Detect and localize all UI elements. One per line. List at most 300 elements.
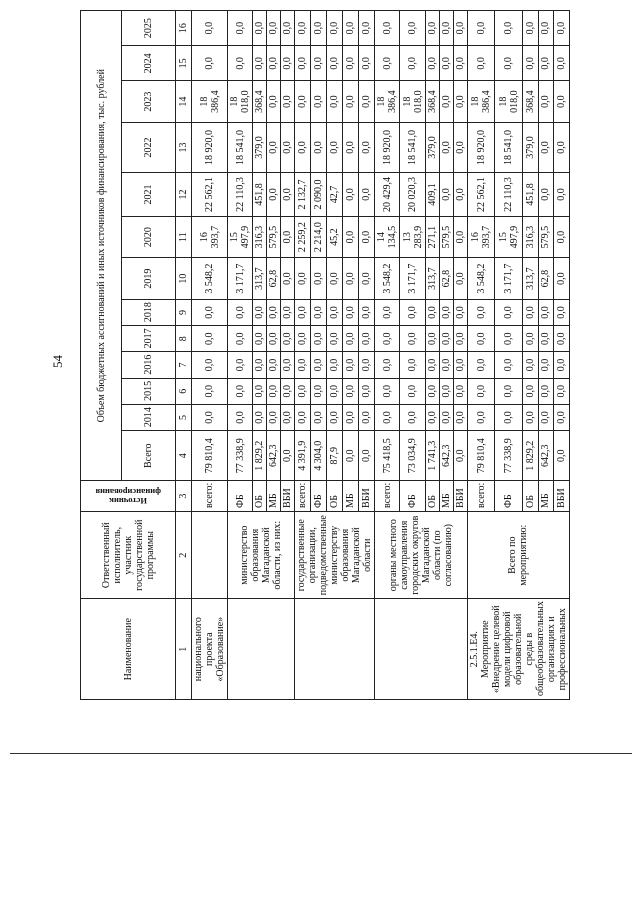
value-cell: 0,0 <box>343 431 359 481</box>
rotated-table-container <box>80 10 567 700</box>
value-cell: 451,8 <box>253 173 267 217</box>
value-cell: 0,0 <box>538 404 554 430</box>
value-cell: 62,8 <box>267 258 281 300</box>
row-source: ВБИ <box>453 481 467 512</box>
value-cell: 0,0 <box>439 352 453 378</box>
value-cell: 2 090,0 <box>311 173 327 217</box>
value-cell: 0,0 <box>267 378 281 404</box>
value-cell: 2 214,0 <box>311 216 327 258</box>
value-cell: 0,0 <box>253 46 267 81</box>
value-cell: 0,0 <box>295 352 311 378</box>
value-cell: 0,0 <box>228 378 253 404</box>
value-cell: 0,0 <box>439 122 453 172</box>
row-responsible: Всего по мероприятию: <box>467 511 569 598</box>
row-source: всего: <box>375 481 400 512</box>
row-responsible: органы местного самоуправления городских округов Магаданской области (по согласованию) <box>375 511 467 598</box>
value-cell: 16 393,7 <box>467 216 495 258</box>
value-cell: 0,0 <box>311 46 327 81</box>
value-cell: 0,0 <box>359 258 375 300</box>
value-cell: 0,0 <box>439 173 453 217</box>
financing-table <box>80 10 570 700</box>
value-cell: 0,0 <box>343 46 359 81</box>
value-cell: 0,0 <box>375 352 400 378</box>
value-cell: 0,0 <box>343 378 359 404</box>
value-cell: 0,0 <box>311 299 327 325</box>
value-cell: 0,0 <box>453 122 467 172</box>
value-cell: 0,0 <box>467 326 495 352</box>
table-row <box>192 11 228 700</box>
row-source: всего: <box>192 481 228 512</box>
value-cell: 0,0 <box>267 173 281 217</box>
value-cell: 0,0 <box>327 378 343 404</box>
value-cell: 0,0 <box>267 81 281 123</box>
value-cell: 18 541,0 <box>228 122 253 172</box>
value-cell: 0,0 <box>538 326 554 352</box>
column-number: 5 <box>176 404 192 430</box>
header-year: 2015 <box>122 378 176 404</box>
value-cell: 368,4 <box>253 81 267 123</box>
header-year: 2014 <box>122 404 176 430</box>
value-cell: 313,7 <box>523 258 539 300</box>
value-cell: 0,0 <box>311 11 327 46</box>
row-source: МБ <box>538 481 554 512</box>
column-number: 13 <box>176 122 192 172</box>
value-cell: 0,0 <box>253 404 267 430</box>
value-cell: 0,0 <box>253 352 267 378</box>
column-number: 9 <box>176 299 192 325</box>
value-cell: 0,0 <box>467 352 495 378</box>
value-cell: 0,0 <box>453 81 467 123</box>
row-source: ФБ <box>228 481 253 512</box>
value-cell: 0,0 <box>359 46 375 81</box>
value-cell: 579,5 <box>439 216 453 258</box>
value-cell: 0,0 <box>439 326 453 352</box>
value-cell: 0,0 <box>453 431 467 481</box>
column-number: 10 <box>176 258 192 300</box>
value-cell: 0,0 <box>453 299 467 325</box>
value-cell: 316,3 <box>523 216 539 258</box>
value-cell: 0,0 <box>359 173 375 217</box>
value-cell: 18 018,0 <box>400 81 425 123</box>
value-cell: 0,0 <box>554 352 570 378</box>
value-cell: 0,0 <box>425 352 439 378</box>
value-cell: 22 110,3 <box>228 173 253 217</box>
header-volume-title: Объем бюджетных ассигнований и иных источников финансирования, тыс. рублей <box>81 11 122 481</box>
value-cell: 0,0 <box>327 46 343 81</box>
row-source: ФБ <box>311 481 327 512</box>
value-cell: 62,8 <box>538 258 554 300</box>
value-cell: 0,0 <box>375 299 400 325</box>
value-cell: 0,0 <box>400 326 425 352</box>
value-cell: 379,0 <box>253 122 267 172</box>
row-name <box>375 599 467 700</box>
value-cell: 0,0 <box>400 404 425 430</box>
value-cell: 0,0 <box>228 326 253 352</box>
value-cell: 79 810,4 <box>467 431 495 481</box>
value-cell: 0,0 <box>400 378 425 404</box>
value-cell: 0,0 <box>281 404 295 430</box>
value-cell: 0,0 <box>295 258 311 300</box>
value-cell: 313,7 <box>253 258 267 300</box>
page-number: 54 <box>50 355 65 368</box>
value-cell: 0,0 <box>538 122 554 172</box>
value-cell: 18 386,4 <box>467 81 495 123</box>
value-cell: 0,0 <box>359 431 375 481</box>
value-cell: 0,0 <box>554 326 570 352</box>
value-cell: 0,0 <box>554 81 570 123</box>
value-cell: 0,0 <box>343 81 359 123</box>
value-cell: 0,0 <box>192 378 228 404</box>
value-cell: 0,0 <box>467 46 495 81</box>
value-cell: 0,0 <box>281 216 295 258</box>
value-cell: 0,0 <box>343 122 359 172</box>
value-cell: 0,0 <box>359 404 375 430</box>
value-cell: 0,0 <box>311 326 327 352</box>
value-cell: 0,0 <box>281 352 295 378</box>
value-cell: 22 110,3 <box>495 173 523 217</box>
row-source: МБ <box>267 481 281 512</box>
header-year: 2022 <box>122 122 176 172</box>
value-cell: 0,0 <box>538 46 554 81</box>
value-cell: 0,0 <box>495 299 523 325</box>
row-source: МБ <box>439 481 453 512</box>
table-row <box>467 11 495 700</box>
header-total: Всего <box>122 431 176 481</box>
value-cell: 0,0 <box>425 11 439 46</box>
value-cell: 451,8 <box>523 173 539 217</box>
value-cell: 0,0 <box>554 404 570 430</box>
header-source-text: Источник финансирования <box>95 487 161 507</box>
value-cell: 0,0 <box>295 81 311 123</box>
header-year: 2019 <box>122 258 176 300</box>
value-cell: 0,0 <box>400 46 425 81</box>
row-name: национального проекта «Образование» <box>192 599 228 700</box>
value-cell: 0,0 <box>554 46 570 81</box>
value-cell: 0,0 <box>495 378 523 404</box>
value-cell: 4 304,0 <box>311 431 327 481</box>
value-cell: 0,0 <box>192 352 228 378</box>
column-number: 3 <box>176 481 192 512</box>
value-cell: 0,0 <box>228 46 253 81</box>
value-cell: 87,9 <box>327 431 343 481</box>
value-cell: 0,0 <box>281 46 295 81</box>
value-cell: 379,0 <box>425 122 439 172</box>
value-cell: 0,0 <box>359 11 375 46</box>
value-cell: 0,0 <box>439 81 453 123</box>
row-name <box>295 599 375 700</box>
value-cell: 0,0 <box>192 404 228 430</box>
row-source: ОБ <box>425 481 439 512</box>
value-cell: 45,2 <box>327 216 343 258</box>
value-cell: 0,0 <box>343 11 359 46</box>
value-cell: 0,0 <box>343 326 359 352</box>
value-cell: 0,0 <box>375 404 400 430</box>
value-cell: 0,0 <box>538 299 554 325</box>
value-cell: 409,1 <box>425 173 439 217</box>
value-cell: 20 429,4 <box>375 173 400 217</box>
value-cell: 0,0 <box>359 216 375 258</box>
value-cell: 0,0 <box>327 299 343 325</box>
table-header <box>81 11 192 700</box>
value-cell: 0,0 <box>453 352 467 378</box>
value-cell: 0,0 <box>467 299 495 325</box>
column-number: 15 <box>176 46 192 81</box>
value-cell: 18 386,4 <box>375 81 400 123</box>
value-cell: 0,0 <box>295 299 311 325</box>
value-cell: 18 018,0 <box>228 81 253 123</box>
value-cell: 0,0 <box>253 299 267 325</box>
row-responsible: государственные организации, подведомственные министерству образования Магаданской области <box>295 511 375 598</box>
row-responsible <box>192 511 228 598</box>
value-cell: 0,0 <box>523 11 539 46</box>
header-year: 2021 <box>122 173 176 217</box>
value-cell: 0,0 <box>453 258 467 300</box>
value-cell: 77 338,9 <box>228 431 253 481</box>
value-cell: 20 020,3 <box>400 173 425 217</box>
value-cell: 0,0 <box>267 122 281 172</box>
row-source: МБ <box>343 481 359 512</box>
value-cell: 0,0 <box>453 378 467 404</box>
value-cell: 0,0 <box>267 11 281 46</box>
value-cell: 18 541,0 <box>495 122 523 172</box>
row-source: ВБИ <box>281 481 295 512</box>
value-cell: 0,0 <box>554 216 570 258</box>
value-cell: 0,0 <box>375 326 400 352</box>
value-cell: 73 034,9 <box>400 431 425 481</box>
value-cell: 0,0 <box>453 216 467 258</box>
value-cell: 0,0 <box>467 404 495 430</box>
value-cell: 22 562,1 <box>192 173 228 217</box>
value-cell: 42,7 <box>327 173 343 217</box>
value-cell: 3 171,7 <box>400 258 425 300</box>
value-cell: 0,0 <box>311 81 327 123</box>
value-cell: 0,0 <box>495 352 523 378</box>
value-cell: 0,0 <box>267 46 281 81</box>
value-cell: 0,0 <box>523 378 539 404</box>
value-cell: 77 338,9 <box>495 431 523 481</box>
value-cell: 0,0 <box>228 11 253 46</box>
value-cell: 3 548,2 <box>467 258 495 300</box>
value-cell: 0,0 <box>192 11 228 46</box>
value-cell: 0,0 <box>281 173 295 217</box>
table-row <box>375 11 400 700</box>
column-number-row <box>176 11 192 700</box>
value-cell: 0,0 <box>453 404 467 430</box>
value-cell: 62,8 <box>439 258 453 300</box>
value-cell: 0,0 <box>327 404 343 430</box>
value-cell: 0,0 <box>311 378 327 404</box>
value-cell: 579,5 <box>538 216 554 258</box>
value-cell: 0,0 <box>554 299 570 325</box>
value-cell: 0,0 <box>311 352 327 378</box>
header-responsible: Ответственный исполнитель, участник государственной программы <box>81 511 176 598</box>
value-cell: 0,0 <box>295 11 311 46</box>
header-year: 2018 <box>122 299 176 325</box>
value-cell: 18 018,0 <box>495 81 523 123</box>
column-number: 12 <box>176 173 192 217</box>
row-source: ФБ <box>400 481 425 512</box>
value-cell: 0,0 <box>253 326 267 352</box>
value-cell: 0,0 <box>375 11 400 46</box>
value-cell: 0,0 <box>375 46 400 81</box>
value-cell: 0,0 <box>523 46 539 81</box>
header-year: 2024 <box>122 46 176 81</box>
value-cell: 0,0 <box>281 378 295 404</box>
value-cell: 0,0 <box>327 11 343 46</box>
value-cell: 0,0 <box>281 81 295 123</box>
value-cell: 0,0 <box>439 46 453 81</box>
header-year: 2025 <box>122 11 176 46</box>
column-number: 11 <box>176 216 192 258</box>
value-cell: 642,3 <box>538 431 554 481</box>
value-cell: 3 548,2 <box>375 258 400 300</box>
value-cell: 3 171,7 <box>495 258 523 300</box>
row-source: ОБ <box>327 481 343 512</box>
value-cell: 0,0 <box>400 11 425 46</box>
row-source: всего: <box>295 481 311 512</box>
value-cell: 1 741,3 <box>425 431 439 481</box>
value-cell: 18 386,4 <box>192 81 228 123</box>
value-cell: 0,0 <box>538 352 554 378</box>
value-cell: 0,0 <box>192 326 228 352</box>
value-cell: 0,0 <box>267 326 281 352</box>
value-cell: 0,0 <box>425 46 439 81</box>
row-source: ВБИ <box>359 481 375 512</box>
row-source: ОБ <box>253 481 267 512</box>
column-number: 6 <box>176 378 192 404</box>
value-cell: 0,0 <box>467 378 495 404</box>
value-cell: 4 391,9 <box>295 431 311 481</box>
column-number: 4 <box>176 431 192 481</box>
header-year: 2016 <box>122 352 176 378</box>
value-cell: 0,0 <box>425 326 439 352</box>
value-cell: 14 134,5 <box>375 216 400 258</box>
value-cell: 0,0 <box>439 378 453 404</box>
value-cell: 0,0 <box>228 352 253 378</box>
value-cell: 0,0 <box>311 122 327 172</box>
value-cell: 0,0 <box>343 404 359 430</box>
row-source: ФБ <box>495 481 523 512</box>
value-cell: 13 283,9 <box>400 216 425 258</box>
value-cell: 0,0 <box>281 299 295 325</box>
value-cell: 0,0 <box>439 299 453 325</box>
value-cell: 368,4 <box>523 81 539 123</box>
value-cell: 18 920,0 <box>192 122 228 172</box>
table-row <box>295 11 311 700</box>
value-cell: 0,0 <box>400 299 425 325</box>
value-cell: 15 497,9 <box>495 216 523 258</box>
value-cell: 0,0 <box>538 81 554 123</box>
row-source: ОБ <box>523 481 539 512</box>
value-cell: 0,0 <box>453 11 467 46</box>
value-cell: 0,0 <box>523 299 539 325</box>
value-cell: 0,0 <box>554 11 570 46</box>
value-cell: 0,0 <box>453 326 467 352</box>
value-cell: 1 829,2 <box>523 431 539 481</box>
value-cell: 0,0 <box>253 11 267 46</box>
value-cell: 0,0 <box>523 404 539 430</box>
value-cell: 16 393,7 <box>192 216 228 258</box>
value-cell: 313,7 <box>425 258 439 300</box>
value-cell: 1 829,2 <box>253 431 267 481</box>
value-cell: 0,0 <box>495 404 523 430</box>
row-name <box>228 599 295 700</box>
value-cell: 15 497,9 <box>228 216 253 258</box>
value-cell: 0,0 <box>192 46 228 81</box>
column-number: 14 <box>176 81 192 123</box>
value-cell: 18 541,0 <box>400 122 425 172</box>
value-cell: 0,0 <box>327 258 343 300</box>
value-cell: 0,0 <box>375 378 400 404</box>
column-number: 16 <box>176 11 192 46</box>
table-row <box>228 11 253 700</box>
column-number: 2 <box>176 511 192 598</box>
value-cell: 75 418,5 <box>375 431 400 481</box>
value-cell: 0,0 <box>359 299 375 325</box>
header-year: 2023 <box>122 81 176 123</box>
value-cell: 0,0 <box>495 46 523 81</box>
header-source <box>81 481 176 512</box>
value-cell: 3 171,7 <box>228 258 253 300</box>
header-year: 2020 <box>122 216 176 258</box>
value-cell: 0,0 <box>228 299 253 325</box>
row-responsible: министерство образования Магаданской области, из них: <box>228 511 295 598</box>
value-cell: 0,0 <box>327 122 343 172</box>
value-cell: 0,0 <box>538 11 554 46</box>
value-cell: 0,0 <box>281 122 295 172</box>
row-name: 2.5.1.Е4. Мероприятие «Внедрение целевой модели цифровой образовательной среды в общеобразовательных организациях и профессиональных <box>467 599 569 700</box>
value-cell: 0,0 <box>343 258 359 300</box>
value-cell: 18 920,0 <box>375 122 400 172</box>
value-cell: 0,0 <box>192 299 228 325</box>
value-cell: 0,0 <box>311 404 327 430</box>
value-cell: 2 259,2 <box>295 216 311 258</box>
table-body <box>192 11 570 700</box>
value-cell: 0,0 <box>359 352 375 378</box>
value-cell: 0,0 <box>425 404 439 430</box>
value-cell: 0,0 <box>343 299 359 325</box>
value-cell: 0,0 <box>327 326 343 352</box>
value-cell: 0,0 <box>295 404 311 430</box>
value-cell: 642,3 <box>267 431 281 481</box>
value-cell: 579,5 <box>267 216 281 258</box>
value-cell: 368,4 <box>425 81 439 123</box>
value-cell: 0,0 <box>554 431 570 481</box>
value-cell: 0,0 <box>281 11 295 46</box>
value-cell: 0,0 <box>295 46 311 81</box>
value-cell: 0,0 <box>495 326 523 352</box>
value-cell: 79 810,4 <box>192 431 228 481</box>
value-cell: 2 132,7 <box>295 173 311 217</box>
value-cell: 0,0 <box>359 122 375 172</box>
value-cell: 0,0 <box>253 378 267 404</box>
value-cell: 0,0 <box>295 122 311 172</box>
value-cell: 0,0 <box>359 378 375 404</box>
value-cell: 0,0 <box>400 352 425 378</box>
value-cell: 0,0 <box>554 122 570 172</box>
value-cell: 0,0 <box>425 378 439 404</box>
value-cell: 0,0 <box>523 326 539 352</box>
page-divider-line <box>10 753 632 754</box>
value-cell: 0,0 <box>281 326 295 352</box>
value-cell: 316,3 <box>253 216 267 258</box>
value-cell: 0,0 <box>267 299 281 325</box>
value-cell: 0,0 <box>267 352 281 378</box>
value-cell: 0,0 <box>343 352 359 378</box>
value-cell: 642,3 <box>439 431 453 481</box>
value-cell: 0,0 <box>554 258 570 300</box>
header-year: 2017 <box>122 326 176 352</box>
